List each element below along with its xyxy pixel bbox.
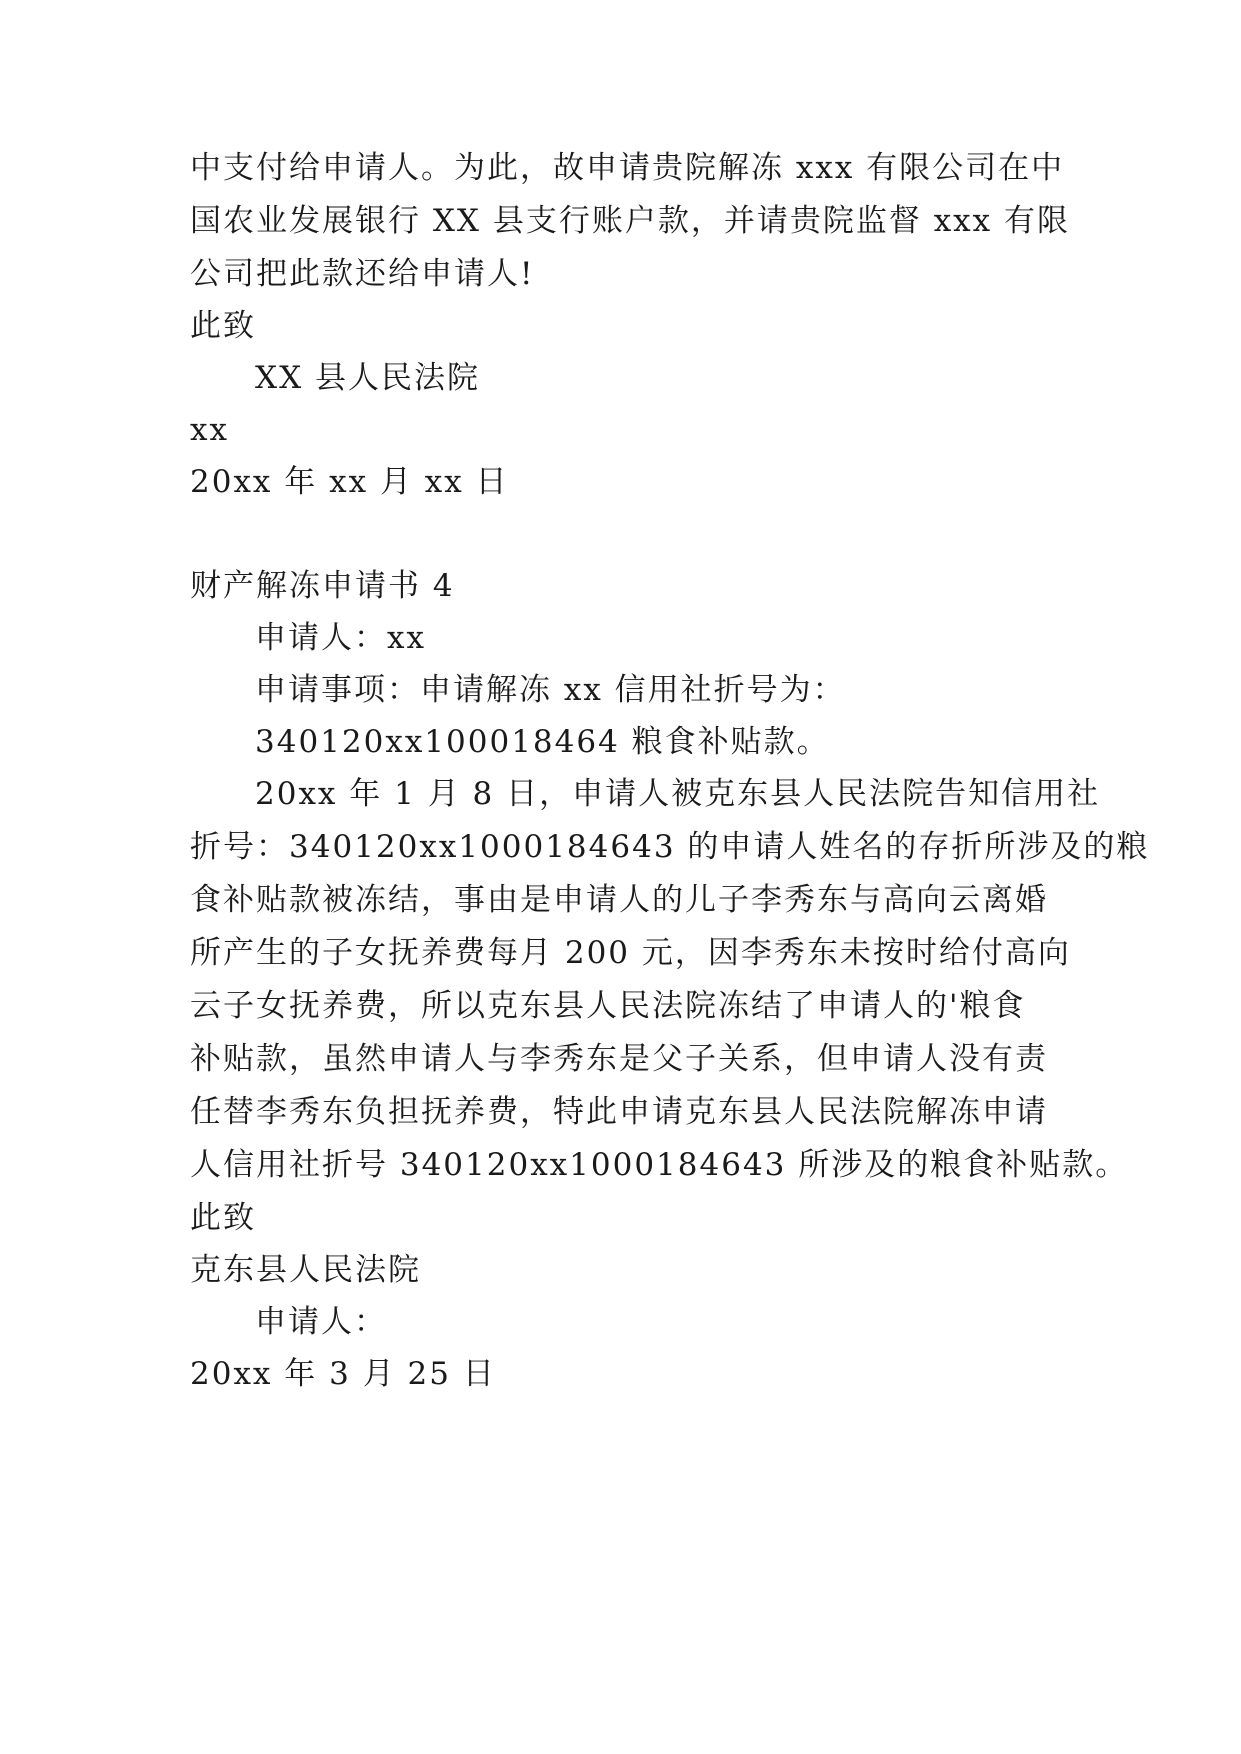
body-line: 所产生的子女抚养费每月 200 元，因李秀东未按时给付高向 <box>190 935 1071 971</box>
section-title: 财产解冻申请书 4 <box>190 568 455 604</box>
body-line: 中支付给申请人。为此，故申请贵院解冻 xxx 有限公司在中 <box>190 150 1065 186</box>
signer-name: xx <box>190 412 229 448</box>
body-line: 补贴款，虽然申请人与李秀东是父子关系，但申请人没有责 <box>190 1041 1048 1077</box>
body-line: 国农业发展银行 XX 县支行账户款，并请贵院监督 xxx 有限 <box>190 203 1071 239</box>
body-line: 公司把此款还给申请人! <box>190 256 535 292</box>
body-line: 人信用社折号 340120xx1000184643 所涉及的粮食补贴款。 <box>190 1147 1129 1183</box>
salutation: 此致 <box>190 1200 256 1236</box>
matter-line: 申请事项：申请解冻 xx 信用社折号为： <box>255 672 846 708</box>
addressee-court: 克东县人民法院 <box>190 1252 421 1288</box>
body-line: 折号：340120xx1000184643 的申请人姓名的存折所涉及的粮 <box>190 829 1150 865</box>
signing-date: 20xx 年 xx 月 xx 日 <box>190 464 509 500</box>
applicant-signature-line: 申请人： <box>255 1304 387 1340</box>
salutation: 此致 <box>190 308 256 344</box>
body-line: 任替李秀东负担抚养费，特此申请克东县人民法院解冻申请 <box>190 1094 1048 1130</box>
applicant-line: 申请人：xx <box>255 620 426 656</box>
body-line: 20xx 年 1 月 8 日，申请人被克东县人民法院告知信用社 <box>255 776 1101 812</box>
account-line: 340120xx100018464 粮食补贴款。 <box>255 724 830 760</box>
body-line: 云子女抚养费，所以克东县人民法院冻结了申请人的'粮食 <box>190 988 1026 1024</box>
body-line: 食补贴款被冻结，事由是申请人的儿子李秀东与高向云离婚 <box>190 882 1048 918</box>
signing-date: 20xx 年 3 月 25 日 <box>190 1356 496 1392</box>
addressee-court: XX 县人民法院 <box>255 360 480 396</box>
